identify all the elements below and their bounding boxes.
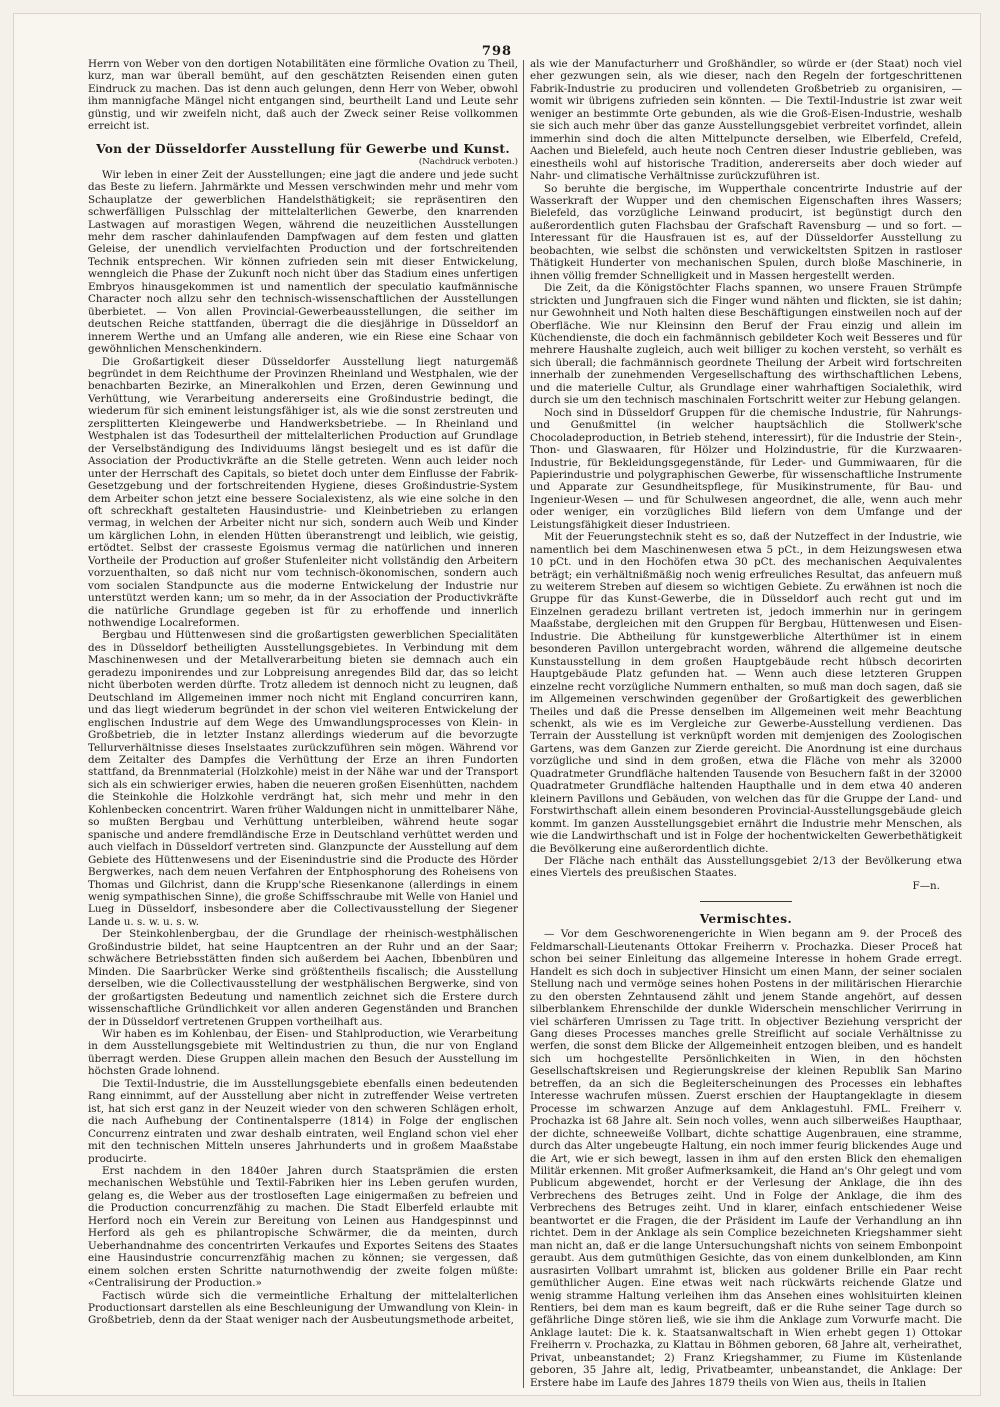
article-paragraph: Die Textil-Industrie, die im Ausstellungsgebiete ebenfalls einen bedeutenden Rang einnimmt, auf der Ausstellung aber nicht in zutreffender Weise vertreten ist, hat sich erst ganz in der Neuzeit wieder von den schweren Schlägen erholt, die nach Aufhebung der Continentalsperre (1814) in Folge der englischen Concurrenz eintraten und zwar deshalb eintraten, weil England schon viel eher mit den technischen Mitteln unseres Jahrhunderts und in großem Maaßstabe producirte. xyxy=(88,1077,518,1165)
article-paragraph: Bergbau und Hüttenwesen sind die großartigsten gewerblichen Specialitäten des in Düsseldorf betheiligten Ausstellungsgebietes. In Verbindung mit dem Maschinenwesen und der Metallverarbeitung bieten sie demnach auch ein geradezu imponirendes und zur Lobpreisung anregendes Bild dar, das so leicht nicht überboten werden dürfte. Trotz alledem ist dennoch nicht zu leugnen, daß Deutschland im Allgemeinen immer noch nicht mit England concurriren kann, und das liegt wiederum begründet in der schon viel weiteren Entwickelung der englischen Industrie auf dem Wege des Umwandlungsprocesses von Klein- in Großbetrieb, die in letzter Instanz allerdings wiederum auf die bevorzugte Tellurverhältnisse dieses Inselstaates zurückzuführen sein mögen. Während vor dem Zeitalter des Dampfes die Verhüttung der Erze an ihren Fundorten stattfand, da Brennmaterial (Holzkohle) meist in der Nähe war und der Transport sich als ein schwieriger erwies, haben die neueren großen Eisenhütten, nachdem die Steinkohle die Holzkohle verdrängt hat, sich mehr und mehr in den Kohlenbecken concentrirt. Waren früher Waldungen nicht in unmittelbarer Nähe, so mußten Bergbau und Verhüttung unterbleiben, während heute sogar spanische und andere fremdländische Erze in Deutschland verhüttet werden und auch vielfach in Düsseldorf vertreten sind. Glanzpuncte der Ausstellung auf dem Gebiete des Hüttenwesens und der Eisenindustrie sind die Producte des Hörder Bergwerkes, nach dem neuen Verfahren der Entphosphorung des Roheisens von Thomas und Gilchrist, dann die Krupp'sche Riesenkanone (allerdings in einem wenig sympathischen Sinne), die große Schiffsschraube mit Welle von Haniel und Lueg in Düsseldorf, insbesondere aber die Collectivausstellung der Siegener Lande u. s. w. u. s. w. xyxy=(88,629,518,928)
newspaper-page xyxy=(14,14,980,1395)
article-paragraph: Factisch würde sich die vermeintliche Erhaltung der mittelalterlichen Productionsart darstellen als eine Beschleunigung der Umwandlung von Klein- in Großbetrieb, denn da der Staat weniger nach der Ausbeutungsmethode arbeitet, xyxy=(88,1289,518,1327)
article-paragraph: Wir leben in einer Zeit der Ausstellungen; eine jagt die andere und jede sucht das Beste zu liefern. Jahrmärkte und Messen verschwinden mehr und mehr vom Schauplatze der gewerblichen Handelsthätigkeit; sie repräsentiren den schwerfälligen Pulsschlag der mittelalterlichen Gewerbe, den knarrenden Lastwagen auf morastigen Wegen, während die neuzeitlichen Ausstellungen mehr dem rascher dahinlaufenden Dampfwagen auf dem festen und glatten Geleise, der unendlich vervielfachten Production und der fortschreitenden Technik entsprechen. Wir können zufrieden sein mit dieser Entwickelung, wenngleich die Phase der Zukunft noch nicht über das Stadium eines unfertigen Embryos hinausgekommen ist und namentlich der speculatio kaufmännische Character noch allzu sehr den technisch-wissenschaftlichen der Ausstellungen überbietet. — Von allen Provincial-Gewerbeausstellungen, die seither im deutschen Reiche stattfanden, überragt die die diesjährige in Düsseldorf an innerem Werthe und an Umfang alle anderen, wie ein Riese eine Schaar von gewöhnlichen Menschenkindern. xyxy=(88,168,518,356)
page-number: 798 xyxy=(481,44,513,59)
news-paragraph: — Vor dem Geschworenengerichte in Wien begann am 9. der Proceß des Feldmarschall-Lieutenants Ottokar Freiherrn v. Prochazka. Dieser Proceß hat schon bei seiner Einleitung das allgemeine Interesse in hohem Grade erregt. Handelt es sich doch in subjectiver Hinsicht um einen Mann, der seiner socialen Stellung nach und vermöge seines hohen Postens in der militärischen Hierarchie zu den obersten Zehntausend zählt und jenem Stande angehört, auf dessen silberblankem Ehrenschilde der dunkle Widerschein menschlicher Verirrung in viel schärferen Umrissen zu Tage tritt. In objectiver Beziehung verspricht der Gang dieses Processes manches grelle Streiflicht auf sociale Verhältnisse zu werfen, die sonst dem Blicke der Allgemeinheit entzogen bleiben, und es handelt sich um hochgestellte Persönlichkeiten in Wien, in den höchsten Gesellschaftskreisen und Regierungskreise der kleinen Republik San Marino betreffen, da an sich die Begleiterscheinungen des Processes ein lebhaftes Interesse wachrufen müssen. Zuerst erschien der Hauptangeklagte in diesem Processe im schwarzen Anzuge auf dem Anklagestuhl. FML. Freiherr v. Prochazka ist 68 Jahre alt. Sein noch volles, wenn auch silberweißes Haupthaar, der dichte, schneeweiße Vollbart, dichte schattige Augenbrauen, eine stramme, durch das Alter ungebeugte Haltung, ein noch immer feurig blickendes Auge und die Art, wie er sich bewegt, lassen in ihm auf den ersten Blick den ehemaligen Militär erkennen. Mit großer Aufmerksamkeit, die Hand an's Ohr gelegt und vom Publicum abgewendet, horcht er der Verlesung der Anklage, die ihn des Verbrechens des Betruges zeiht. Und in Folge der Anklage, die ihm des Verbrechens des Betruges zeiht. Und in klarer, einfach entschiedener Weise beantwortet er die Fragen, die der Präsident im Laufe der Verhandlung an ihn richtet. Dem in der Anklage als sein Complice bezeichneten Kriegshammer sieht man nicht an, daß er die lange Untersuchungshaft nichts von seinem Embonpoint geraubt. Aus dem gutmüthigen Gesichte, das von einem dunkelblonden, am Kinn ausrasirten Vollbart umrahmt ist, blicken aus goldener Brille ein Paar recht gemüthlicher Augen. Eine etwas weit nach rückwärts reichende Glatze und wenig stramme Haltung verleihen ihm das Ansehen eines wohlsituirten kleinen Rentiers, bei dem man es kaum begreift, daß er die Ruhe seiner Tage durch so gefährliche Dinge stören ließ, wie sie ihm die Anklage zum Vorwurfe macht. Die Anklage lautet: Die k. k. Staatsanwaltschaft in Wien erhebt gegen 1) Ottokar Freiherrn v. Prochazka, zu Klattau in Böhmen geboren, 68 Jahre alt, verheirathet, Privat, unbeanstandet; 2) Franz Kriegshammer, zu Fiume im Küstenlande geboren, 35 Jahre alt, ledig, Privatbeamter, unbeanstandet, die Anklage: Der Erstere habe im Laufe des Jahres 1879 theils von Wien aus, theils in Italien xyxy=(530,928,962,1388)
article-paragraph: So beruhte die bergische, im Wupperthale concentrirte Industrie auf der Wasserkraft der Wupper und den chemischen Eigenschaften ihres Wassers; Bielefeld, das vorzügliche Leinwand producirt, ist begünstigt durch den außerordentlich guten Flachsbau der Grafschaft Ravensburg — und so fort. — Interessant für die Hausfrauen ist es, auf der Düsseldorfer Ausstellung zu beobachten, wie selbst die schönsten und verwickeltsten Spitzen in rastloser Thätigkeit Hunderter von mechanischen Spulen, durch bloße Maschinerie, in ihnen völlig fremder Schnelligkeit und in Massen hergestellt werden. xyxy=(530,182,962,282)
article-paragraph: Die Großartigkeit dieser Düsseldorfer Ausstellung liegt naturgemäß begründet in dem Reichthume der Provinzen Rheinland und Westphalen, wie der benachbarten Bezirke, an Mineralkohlen und Erzen, deren Gewinnung und Verhüttung, wie Verarbeitung andererseits eine Großindustrie bedingt, die wiederum für sich eminent leistungsfähiger ist, als wie die sonst zerstreuten und zersplitterten Kleingewerbe und Handwerksbetriebe. — In Rheinland und Westphalen ist das Todesurtheil der mittelalterlichen Production auf Grundlage der Verselbständigung des Individuums längst besiegelt und es ist dafür die Association der Productivkräfte an die Stelle getreten. Wenn auch leider noch unter der Herrschaft des Capitals, so bietet doch unter dem Einflusse der Fabrik-Gesetzgebung und der fortschreitenden Hygiene, dieses Großindustrie-System dem Arbeiter schon jetzt eine bessere Socialexistenz, als wie eine solche in den oft schreckhaft gestalteten Hausindustrie- und Kleinbetrieben zu erlangen vermag, in welchen der Arbeiter nicht nur sich, sondern auch Weib und Kinder um kärglichen Lohn, in elenden Hütten überanstrengt und leiblich, wie geistig, ertödtet. Selbst der crasseste Egoismus vermag die natürlichen und inneren Vortheile der Production auf großer Stufenleiter nicht vollständig den Arbeitern vorzuenthalten, so daß nicht nur vom technisch-ökonomischen, sondern auch vom socialen Standpuncte aus die moderne Entwickelung der Industrie nur unterstützt werden kann; um so mehr, da in der Association der Productivkräfte die natürliche Grundlage gegeben ist für zu erhoffende und innerlich nothwendige Localreformen. xyxy=(88,355,518,630)
article-paragraph: Wir haben es im Kohlenbau, der Eisen- und Stahlproduction, wie Verarbeitung in dem Ausstellungsgebiete mit Weltindustrien zu thun, die nur von England überragt werden. Diese Gruppen allein machen den Besuch der Ausstellung im höchsten Grade lohnend. xyxy=(88,1027,518,1078)
author-signature: F—n. xyxy=(912,879,940,892)
article-paragraph: Die Zeit, da die Königstöchter Flachs spannen, wo unsere Frauen Strümpfe strickten und Jungfrauen sich die Finger wund nähten und flickten, sie ist dahin; nur Gewohnheit und Noth halten diese Beschäftigungen einstweilen noch auf der Oberfläche. Wie nur Kleinsinn den Beruf der Frau einzig und allein im Küchendienste, die doch ein fachmännisch gebildeter Koch weit Besseres und für mehrere Haushalte zugleich, auch weit billiger zu kochen versteht, so verhält es sich überall; die fachmännisch geordnete Theilung der Arbeit wird fortschreiten innerhalb der zunehmenden Vergesellschaftung des wirthschaftlichen Lebens, und die materielle Cultur, als Grundlage einer wahrhaftigen Socialethik, wird durch sie um den technisch maschinalen Fortschritt weiter zur Hebung gelangen. xyxy=(530,282,962,407)
article-paragraph: Der Fläche nach enthält das Ausstellungsgebiet 2/13 der Bevölkerung etwa eines Viertels des preußischen Staates. xyxy=(530,855,962,880)
article-paragraph: Noch sind in Düsseldorf Gruppen für die chemische Industrie, für Nahrungs- und Genußmittel (in welcher hauptsächlich die Stollwerk'sche Chocoladeproduction, in Betrieb stehend, interessirt), für die Industrie der Stein-, Thon- und Glaswaaren, für Hölzer und Holzindustrie, für die Kurzwaaren-Industrie, für Bekleidungsgegenstände, für Leder- und Gummiwaaren, für die Papierindustrie und polygraphischen Gewerbe, für wissenschaftliche Instrumente und Apparate zur Gesundheitspflege, für Musikinstrumente, für Bau- und Ingenieur-Wesen — und für Schulwesen angeordnet, die alle, wenn auch mehr oder weniger, ein vorzügliches Bild liefern von dem Umfange und der Leistungsfähigkeit dieser Industrieen. xyxy=(530,406,962,531)
article-paragraph: Mit der Feuerungstechnik steht es so, daß der Nutzeffect in der Industrie, wie namentlich bei dem Maschinenwesen etwa 5 pCt., in dem Heizungswesen etwa 10 pCt. und in den Hochöfen etwa 30 pCt. des mechanischen Aequivalentes beträgt; ein verhältnißmäßig noch wenig erfreuliches Resultat, das anfeuern muß zu weiterem Streben auf diesem so wichtigen Gebiete. Zu erwähnen ist noch die Gruppe für das Kunst-Gewerbe, die in Düsseldorf auch recht gut und im Einzelnen geradezu brillant vertreten ist, jedoch immerhin nur in geringem Maaßstabe, dergleichen mit den Gruppen für Bergbau, Hüttenwesen und Eisen-Industrie. Die Abtheilung für kunstgewerbliche Alterthümer ist in einem besonderen Pavillon untergebracht worden, während die allgemeine deutsche Kunstausstellung in dem großen Hauptgebäude recht hübsch decorirten Hauptgebäude Platz gefunden hat. — Wenn auch diese letzteren Gruppen einzelne recht vorzügliche Nummern enthalten, so muß man doch sagen, daß sie im Allgemeinen verschwinden gegenüber der Großartigkeit des gewerblichen Theiles und daß die Presse denselben im Allgemeinen weit mehr Beachtung schenkt, als wie es im Vergleiche zur Gewerbe-Ausstellung verdienen. Das Terrain der Ausstellung ist verknüpft worden mit demjenigen des Zoologischen Gartens, was dem Ganzen zur Zierde gereicht. Die Anordnung ist eine durchaus vorzügliche und sind in dem großen, etwa die Fläche von mehr als 32000 Quadratmeter Grundfläche haltenden Tausende von Besuchern faßt in der 32000 Quadratmeter Grundfläche haltenden Haupthalle und in dem etwa 40 anderen kleinern Pavillons und Gebäuden, von welchen das für die Gruppe der Land- und Forstwirthschaft allein einem besonderen Provincial-Ausstellungsgebäude gleich kommt. Im ganzen Ausstellungsgebiet ernährt die Industrie mehr Menschen, als wie die Landwirthschaft und ist in Folge der hochentwickelten Gewerbethätigkeit die Bevölkerung eine außerordentlich dichte. xyxy=(530,531,962,855)
left-column xyxy=(88,58,518,1388)
section-heading: Vermischtes. xyxy=(699,912,793,927)
article-heading: Von der Düsseldorfer Ausstellung für Gewerbe und Kunst. xyxy=(96,141,510,156)
intro-paragraph: Herrn von Weber von den dortigen Notabilitäten eine förmliche Ovation zu Theil, kurz, man war überall bemüht, auf den geschätzten Reisenden einen guten Eindruck zu machen. Das ist denn auch gelungen, denn Herr von Weber, obwohl ihm mannigfache Mängel nicht entgangen sind, beurtheilt Land und Leute sehr günstig, und wir zweifeln nicht, daß auch der Zweck seiner Reise vollkommen erreicht ist. xyxy=(88,58,518,133)
article-paragraph: Der Steinkohlenbergbau, der die Grundlage der rheinisch-westphälischen Großindustrie bildet, hat seine Hauptcentren an der Ruhr und an der Saar; schwächere Betriebsstätten finden sich außerdem bei Aachen, Ibbenbüren und Minden. Die Saarbrücker Werke sind größtentheils fiscalisch; die Ausstellung derselben, wie die Collectivausstellung der westphälischen Bergwerke, sind von der großartigsten Bedeutung und namentlich zeichnet sich die Erstere durch wissenschaftliche Gründlichkeit vor allen anderen Gegenständen und Branchen der in Düsseldorf vertretenen Gruppen vortheilhaft aus. xyxy=(88,928,518,1028)
article-paragraph: als wie der Manufacturherr und Großhändler, so würde er (der Staat) noch viel eher gezwungen sein, als wie dieser, nach den Regeln der fortgeschrittenen Fabrik-Industrie zu produciren und vollendeten Großbetrieb zu organisiren, — womit wir übrigens zufrieden sein könnten. — Die Textil-Industrie ist zwar weit weniger an bestimmte Orte gebunden, als wie die Groß-Eisen-Industrie, weshalb sie sich auch mehr über das ganze Ausstellungsgebiet verbreitet vorfindet, allein immerhin sind doch die alten Mittelpuncte derselben, wie Elberfeld, Crefeld, Aachen und Bielefeld, auch heute noch Centren dieser Industrie geblieben, was einestheils wohl auf historische Tradition, andererseits aber doch wieder auf Nahr- und climatische Verhältnisse zurückzuführen ist. xyxy=(530,58,962,183)
reprint-note: (Nachdruck verboten.) xyxy=(418,156,518,167)
right-column xyxy=(530,58,962,1388)
section-separator xyxy=(700,901,792,902)
article-paragraph: Erst nachdem in den 1840er Jahren durch Staatsprämien die ersten mechanischen Webstühle und Textil-Fabriken hier ins Leben gerufen wurden, gelang es, die Weber aus der trostloseften Lage einigermaßen zu befreien und die Production concurrenzfähig zu machen. Die Stadt Elberfeld erlaubte mit Herford noch ein Verein zur Bereitung von Leinen aus Handgespinnst und Herford als geh es philantropische Schwärmer, die da meinten, durch Ueberhandnahme des concentrirten Verkaufes und Exportes Seitens des Staates eine Hausindustrie concurrenzfähig machen zu können; sie vergessen, daß einem solchen ersten Schritte naturnothwendig der zweite folgen müßte: «Centralisirung der Production.» xyxy=(88,1164,518,1290)
column-divider xyxy=(523,60,524,1388)
